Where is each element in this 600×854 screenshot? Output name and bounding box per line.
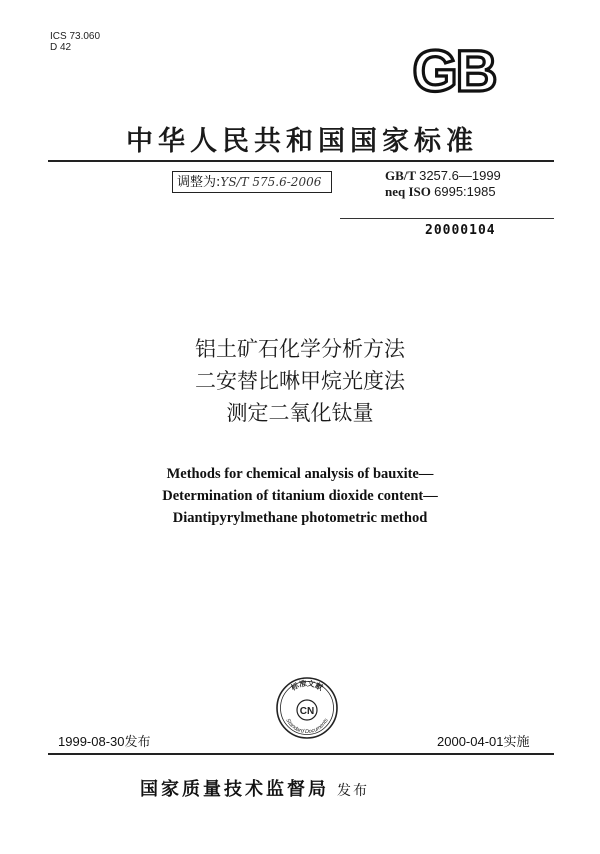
chinese-title-line-1: 铝土矿石化学分析方法 xyxy=(195,337,405,361)
seal-top-text: 标准文献 xyxy=(289,678,325,693)
standard-equivalence xyxy=(385,184,501,200)
adjustment-stamp xyxy=(172,171,332,193)
standard-code xyxy=(385,168,501,184)
bottom-divider xyxy=(48,753,554,755)
chinese-title-line-2: 二安替比啉甲烷光度法 xyxy=(195,369,405,393)
seal-center-text: CN xyxy=(299,706,315,717)
publisher xyxy=(140,775,369,801)
english-title-line-1: Methods for chemical analysis of bauxite— xyxy=(166,466,434,482)
chinese-title-line-3: 测定二氧化钛量 xyxy=(226,401,374,425)
issue-date: 1999-08-30发布 xyxy=(58,734,151,749)
equivalence-prefix: neq ISO xyxy=(385,184,431,199)
english-title xyxy=(100,463,500,529)
svg-text:标准文献 xyxy=(288,678,325,693)
adjustment-label: 调整为: xyxy=(177,175,221,190)
ccs-code: D 42 xyxy=(50,42,72,53)
english-title-line-3: Diantipyrylmethane photometric method xyxy=(172,510,428,526)
equivalence-number: 6995:1985 xyxy=(434,184,496,199)
standard-code-number: 3257.6—1999 xyxy=(419,168,501,183)
standard-documents-seal-icon xyxy=(275,676,339,740)
publisher-issue-label: 发布 xyxy=(337,783,369,799)
standard-code-block xyxy=(385,168,501,200)
national-standard-title: 中华人民共和国国家标准 xyxy=(126,126,478,157)
adjustment-handwritten: YS/T 575.6-2006 xyxy=(220,175,322,189)
gb-logo-text: GB xyxy=(412,44,496,96)
ics-code: ICS 73.060 xyxy=(50,31,101,42)
code-divider xyxy=(340,218,554,219)
english-title-line-2: Determination of titanium dioxide content— xyxy=(162,488,438,504)
top-divider xyxy=(48,160,554,162)
implementation-date: 2000-04-01实施 xyxy=(437,734,530,749)
standard-code-prefix: GB/T xyxy=(385,168,416,183)
seal-bottom-text: Standard Documents xyxy=(284,717,330,736)
document-number: 20000104 xyxy=(425,223,496,238)
chinese-title xyxy=(100,333,500,429)
publisher-name: 国家质量技术监督局 xyxy=(140,779,329,800)
classification-codes xyxy=(50,31,100,53)
gb-logo-icon xyxy=(400,44,508,96)
